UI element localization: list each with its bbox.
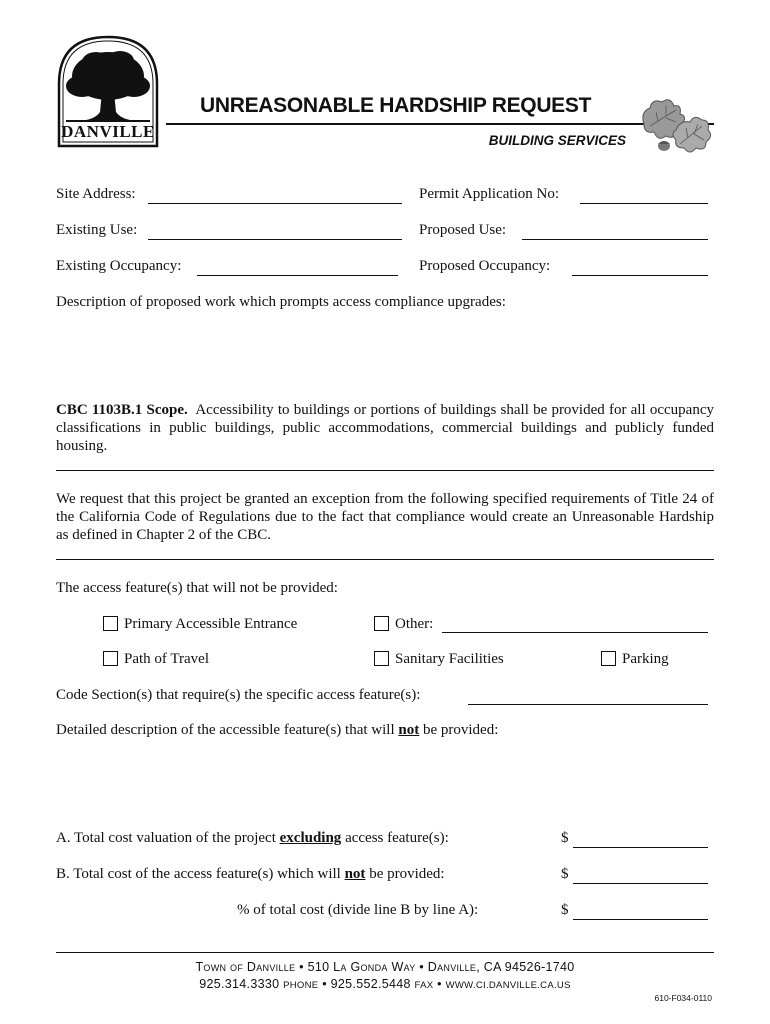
permit-no-field[interactable]	[580, 203, 708, 204]
code-section-field[interactable]	[468, 704, 708, 705]
cost-b-label: B. Total cost of the access feature(s) which will not be provided:	[56, 866, 445, 882]
description-area[interactable]	[56, 316, 714, 394]
detail-prompt: Detailed description of the accessible feature(s) that will not be provided:	[56, 722, 499, 738]
parking-label: Parking	[622, 651, 669, 667]
sanitary-checkbox[interactable]	[374, 651, 389, 666]
existing-occupancy-field[interactable]	[197, 275, 398, 276]
primary-entrance-label: Primary Accessible Entrance	[124, 616, 298, 632]
divider-2	[56, 559, 714, 560]
cost-a-label: A. Total cost valuation of the project excluding access feature(s):	[56, 830, 449, 846]
description-prompt: Description of proposed work which prompts access compliance upgrades:	[56, 294, 506, 310]
title-rule	[166, 123, 714, 125]
detail-not-emphasis: not	[398, 722, 420, 738]
request-paragraph: We request that this project be granted an exception from the following specified requirements of Title 24 of the California Code of Regulations due to the fact that compliance would create an Unreasonable Hardship as defined in Chapter 2 of the CBC.	[56, 491, 714, 543]
path-of-travel-label: Path of Travel	[124, 651, 210, 667]
cost-b-field[interactable]	[573, 883, 708, 884]
other-label: Other:	[395, 616, 434, 632]
percent-field[interactable]	[573, 919, 708, 920]
percent-label: % of total cost (divide line B by line A):	[237, 902, 479, 918]
site-address-field[interactable]	[148, 203, 402, 204]
percent-dollar: $	[561, 902, 569, 918]
form-number: 610-F034-0110	[654, 993, 712, 1003]
scope-text: Accessibility to buildings or portions of buildings shall be provided for all occupancy classifications in public buildings, public accommodations, commercial buildings and publicly funded housing.	[56, 402, 714, 454]
divider-1	[56, 470, 714, 471]
town-logo	[56, 34, 160, 152]
features-prompt: The access feature(s) that will not be provided:	[56, 580, 338, 596]
other-checkbox[interactable]	[374, 616, 389, 631]
cost-b-emphasis: not	[344, 866, 366, 882]
proposed-occupancy-label: Proposed Occupancy:	[419, 258, 551, 274]
footer-contact: 925.314.3330 PHONE • 925.552.5448 FAX • WWW.CI.DANVILLE.CA.US	[199, 977, 571, 991]
other-field[interactable]	[442, 632, 708, 633]
cost-a-field[interactable]	[573, 847, 708, 848]
proposed-use-field[interactable]	[522, 239, 708, 240]
primary-entrance-checkbox[interactable]	[103, 616, 118, 631]
permit-no-label: Permit Application No:	[419, 186, 559, 202]
cost-a-emphasis: excluding	[279, 830, 342, 846]
existing-use-field[interactable]	[148, 239, 402, 240]
footer-rule	[56, 952, 714, 953]
logo-wordmark: DANVILLE	[61, 122, 155, 141]
existing-use-label: Existing Use:	[56, 222, 138, 238]
oak-leaf-decoration	[636, 94, 716, 158]
oak-leaf-icon	[636, 94, 716, 158]
page-subtitle: BUILDING SERVICES	[488, 133, 626, 148]
cost-a-dollar: $	[561, 830, 569, 846]
parking-checkbox[interactable]	[601, 651, 616, 666]
path-of-travel-checkbox[interactable]	[103, 651, 118, 666]
detail-area[interactable]	[56, 744, 714, 824]
existing-occupancy-label: Existing Occupancy:	[56, 258, 182, 274]
footer-address: Town of Danville • 510 La Gonda Way • Danville, CA 94526-1740	[195, 960, 575, 974]
scope-paragraph	[56, 401, 714, 455]
scope-heading: CBC 1103B.1 Scope.	[56, 402, 188, 418]
code-section-label: Code Section(s) that require(s) the specific access feature(s):	[56, 687, 421, 703]
proposed-use-label: Proposed Use:	[419, 222, 507, 238]
page-title: UNREASONABLE HARDSHIP REQUEST	[200, 94, 592, 117]
site-address-label: Site Address:	[56, 186, 136, 202]
proposed-occupancy-field[interactable]	[572, 275, 708, 276]
sanitary-label: Sanitary Facilities	[395, 651, 504, 667]
footer-website[interactable]: WWW.CI.DANVILLE.CA.US	[445, 980, 571, 991]
cost-b-dollar: $	[561, 866, 569, 882]
